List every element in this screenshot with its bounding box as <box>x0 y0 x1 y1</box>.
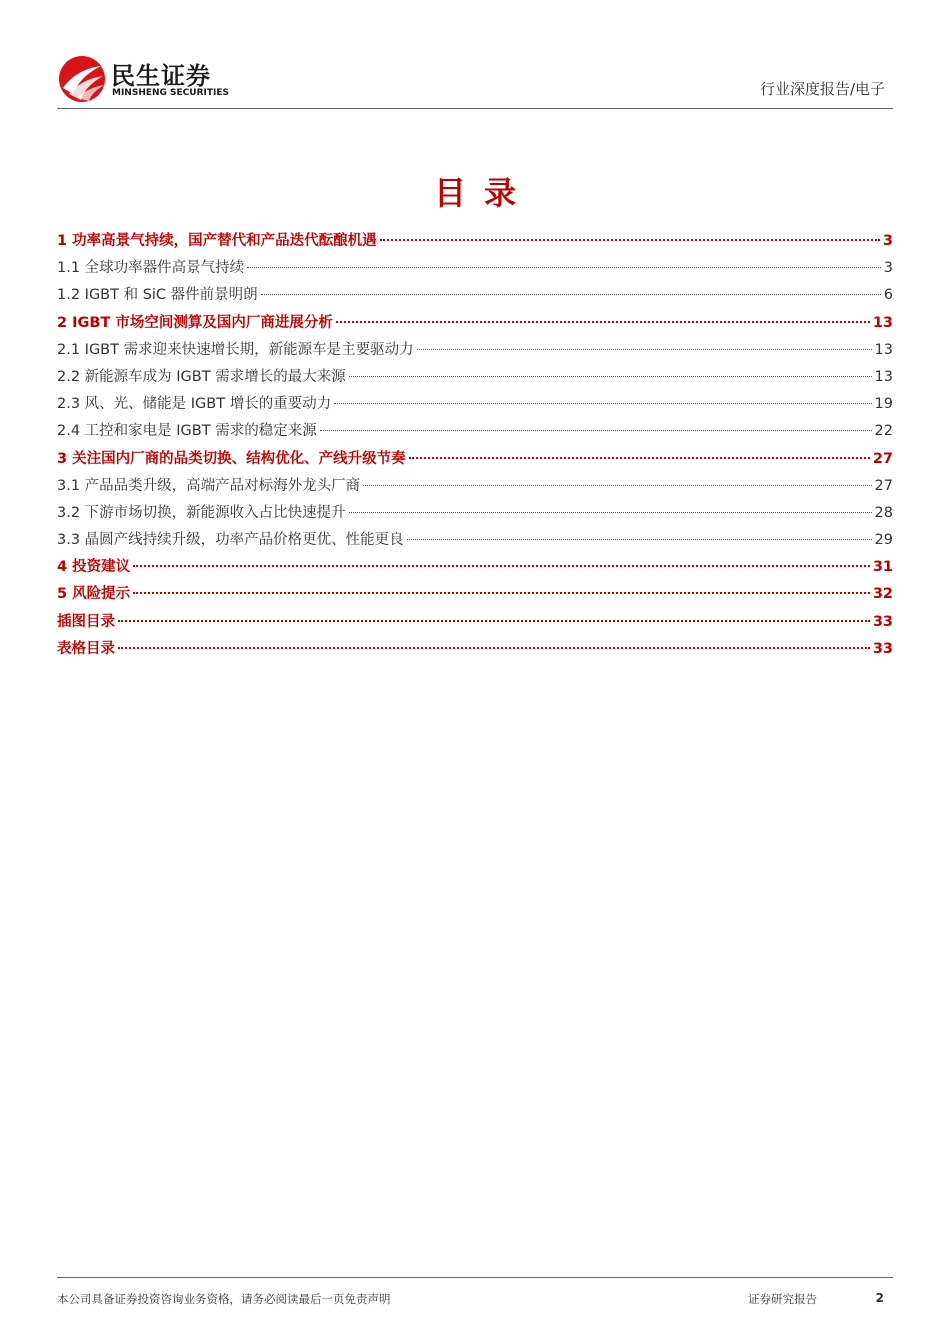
toc-entry-page: 28 <box>874 504 893 521</box>
toc-entry-label: 2.4 工控和家电是 IGBT 需求的稳定来源 <box>57 423 317 440</box>
report-category: 行业深度报告/电子 <box>759 80 885 98</box>
toc-entry-page: 3 <box>882 233 893 249</box>
toc-entry[interactable] <box>57 418 893 445</box>
footer-doc-type: 证券研究报告 <box>748 1292 817 1306</box>
toc-dot-leader <box>247 267 881 268</box>
toc-entry[interactable] <box>57 500 893 527</box>
toc-entry[interactable] <box>57 391 893 418</box>
toc-dot-leader <box>349 512 872 513</box>
logo-english-name: MINSHENG SECURITIES <box>112 88 229 98</box>
toc-title: 目录 <box>433 174 534 212</box>
toc-entry[interactable] <box>57 446 893 473</box>
toc-dot-leader <box>118 647 870 649</box>
toc-entry-page: 33 <box>872 640 893 657</box>
page-footer <box>57 1277 893 1308</box>
toc-entry-page: 13 <box>874 341 893 358</box>
toc-entry-page: 13 <box>874 368 893 385</box>
toc-entry[interactable] <box>57 609 893 636</box>
footer-page-number: 2 <box>875 1291 884 1305</box>
table-of-contents <box>57 228 893 663</box>
toc-entry-label: 5 风险提示 <box>57 586 131 603</box>
toc-entry-page: 19 <box>874 396 893 413</box>
toc-entry-label: 1.1 全球功率器件高景气持续 <box>57 260 245 277</box>
toc-dot-leader <box>336 321 870 323</box>
logo-chinese-name: 民生证券 <box>111 62 211 90</box>
toc-entry-label: 3.3 晶圆产线持续升级，功率产品价格更优、性能更良 <box>57 532 404 549</box>
toc-entry[interactable] <box>57 581 893 608</box>
toc-entry-label: 表格目录 <box>57 640 115 657</box>
toc-entry[interactable] <box>57 282 893 309</box>
toc-entry-page: 27 <box>872 450 893 467</box>
toc-dot-leader <box>133 592 870 594</box>
toc-entry-label: 2.3 风、光、储能是 IGBT 增长的重要动力 <box>57 396 332 413</box>
toc-entry-page: 32 <box>872 586 893 603</box>
toc-dot-leader <box>349 376 872 377</box>
toc-entry-label: 3.1 产品品类升级，高端产品对标海外龙头厂商 <box>57 477 361 494</box>
toc-entry-label: 2 IGBT 市场空间测算及国内厂商进展分析 <box>57 314 333 331</box>
toc-entry-label: 2.1 IGBT 需求迎来快速增长期，新能源车是主要驱动力 <box>57 341 414 358</box>
toc-entry-page: 33 <box>872 613 893 630</box>
toc-entry-label: 3 关注国内厂商的品类切换、结构优化、产线升级节奏 <box>57 450 406 467</box>
toc-entry[interactable] <box>57 228 893 255</box>
toc-entry[interactable] <box>57 337 893 364</box>
toc-entry-label: 插图目录 <box>57 613 115 630</box>
toc-entry[interactable] <box>57 255 893 282</box>
company-logo <box>57 54 247 102</box>
toc-entry-page: 6 <box>883 287 893 304</box>
toc-entry-label: 1.2 IGBT 和 SiC 器件前景明朗 <box>57 287 258 304</box>
toc-entry-page: 13 <box>872 314 893 331</box>
toc-entry[interactable] <box>57 473 893 500</box>
toc-entry-page: 29 <box>874 532 893 549</box>
toc-entry-label: 4 投资建议 <box>57 559 131 576</box>
toc-entry[interactable] <box>57 636 893 663</box>
toc-entry[interactable] <box>57 527 893 554</box>
toc-dot-leader <box>261 294 881 295</box>
toc-entry-label: 1 功率高景气持续，国产替代和产品迭代酝酿机遇 <box>57 233 377 249</box>
toc-dot-leader <box>334 403 871 404</box>
page-header <box>57 52 893 109</box>
toc-dot-leader <box>320 430 872 431</box>
toc-dot-leader <box>417 349 872 350</box>
toc-dot-leader <box>118 620 870 622</box>
toc-entry-page: 3 <box>883 260 893 277</box>
minsheng-logo-icon <box>57 54 107 104</box>
toc-dot-leader <box>409 457 870 459</box>
toc-entry[interactable] <box>57 310 893 337</box>
toc-dot-leader <box>363 485 871 486</box>
footer-disclaimer: 本公司具备证券投资咨询业务资格，请务必阅读最后一页免责声明 <box>57 1292 391 1306</box>
toc-dot-leader <box>407 539 872 540</box>
toc-entry[interactable] <box>57 364 893 391</box>
toc-entry-label: 2.2 新能源车成为 IGBT 需求增长的最大来源 <box>57 368 346 385</box>
toc-entry-label: 3.2 下游市场切换，新能源收入占比快速提升 <box>57 504 346 521</box>
toc-dot-leader <box>380 239 880 241</box>
toc-entry-page: 31 <box>872 559 893 576</box>
toc-dot-leader <box>133 565 870 567</box>
toc-entry[interactable] <box>57 554 893 581</box>
toc-entry-page: 27 <box>874 477 893 494</box>
toc-entry-page: 22 <box>874 423 893 440</box>
